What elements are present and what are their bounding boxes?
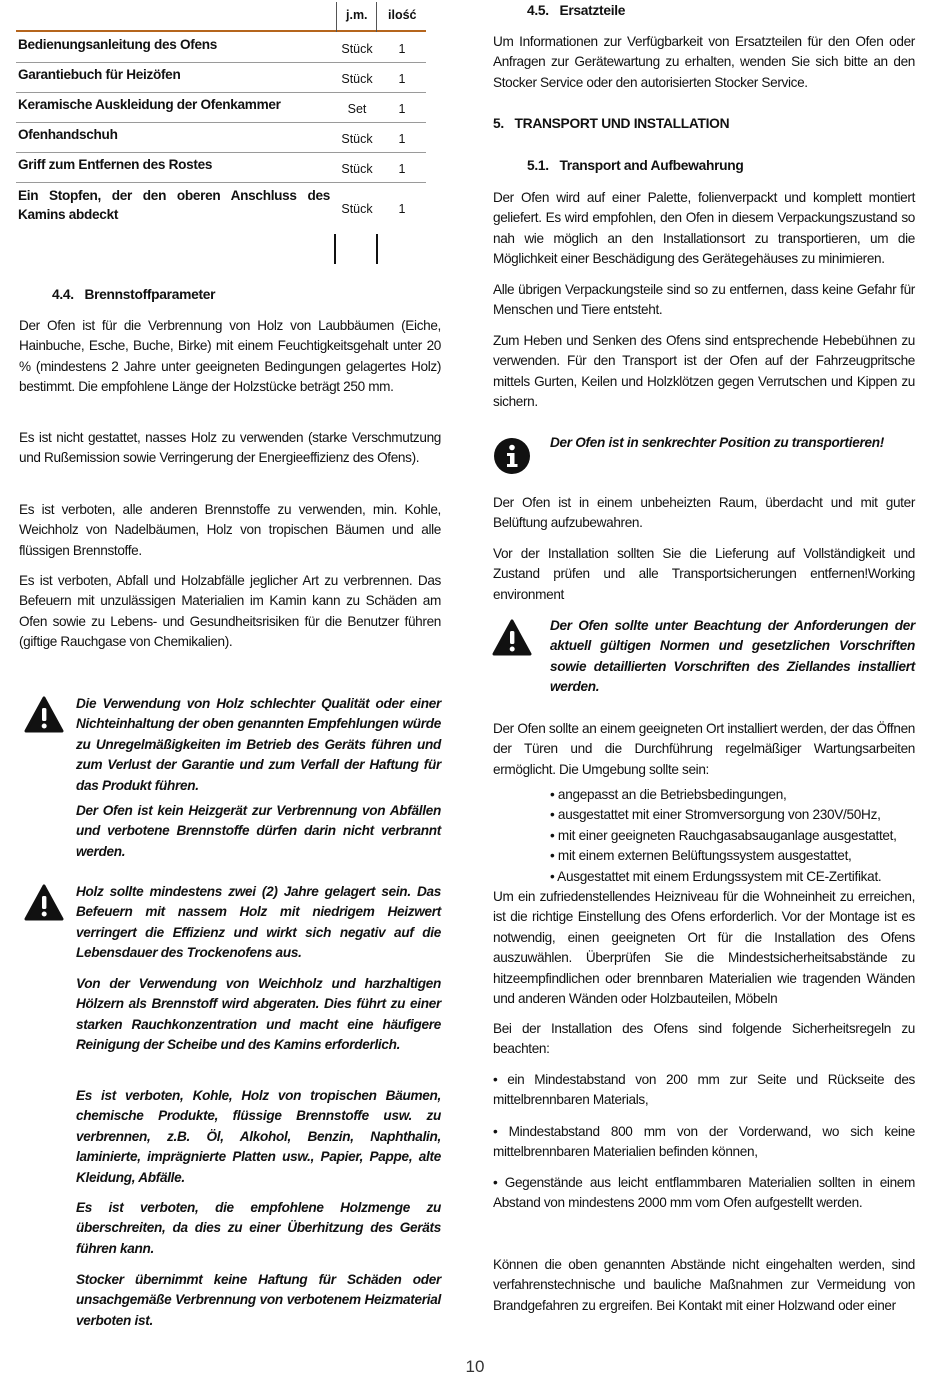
warning-text: Der Ofen ist kein Heizgerät zur Verbrennung von Abfällen und verbotene Brennstoffe dürfen darin nicht verbrannt werden. <box>76 803 441 859</box>
list-item: • mit einem externen Belüftungssystem ausgestattet, <box>550 848 852 864</box>
page-number: 10 <box>465 1357 485 1376</box>
paragraph: Vor der Installation sollten Sie die Lieferung auf Vollständigkeit und Zustand prüfen und alle Transportsicherungen entfernen!Working environment <box>493 546 915 602</box>
paragraph: Es ist verboten, Abfall und Holzabfälle jeglicher Art zu verbrennen. Das Befeuern mit unzulässigen Materialien im Kamin kann zu Schäden am Ofen sowie zu Lebens- und Gesundheitsrisiken für die Benutzer führen (giftige Rauchgase von Chemikalien). <box>19 573 441 650</box>
warning-text: Die Verwendung von Holz schlechter Qualität oder einer Nichteinhaltung der oben genannten Empfehlungen würde zu Unregelmäßigkeiten im Betrieb des Geräts führen und zum Verlust der Garantie und zum Verfall der Haftung für das Produkt führen. <box>76 696 441 793</box>
row-unit: Stück <box>341 132 373 146</box>
paragraph: Der Ofen ist in einem unbeheizten Raum, überdacht und mit guter Belüftung aufzubewahren. <box>493 495 915 531</box>
paragraph: Der Ofen ist für die Verbrennung von Holz von Laubbäumen (Eiche, Hainbuche, Esche, Buche, Birke) mit einem Feuchtigkeitsgehalt unter 20 % (mindestens 2 Jahre unter geeigneten Bedingungen gelagertes Holz) bestimmt. Die empfohlene Länge der Holzstücke beträgt 250 mm. <box>19 318 441 395</box>
info-text: Der Ofen ist in senkrechter Position zu transportieren! <box>550 435 884 450</box>
list-item: • mit einer geeigneten Rauchgasabsauganlage ausgestattet, <box>550 827 897 843</box>
row-qty: 1 <box>398 132 406 146</box>
section-5-1-heading <box>527 158 744 173</box>
row-name: Garantiebuch für Heizöfen <box>18 67 181 82</box>
paragraph: Der Ofen wird auf einer Palette, folienverpackt und komplett montiert geliefert. Es wird empfohlen, den Ofen in diesem Verpackungszustand so nah wie möglich an den Installationsort zu transportieren, um die Möglichkeit einer Beschädigung des Gerätegehäuses zu minimieren. <box>493 190 915 267</box>
table-row <box>16 182 426 234</box>
paragraph: • ein Mindestabstand von 200 mm zur Seite und Rückseite des mittelbrennbaren Materials, <box>493 1072 915 1108</box>
section-5-heading <box>493 116 729 131</box>
warning-text: Stocker übernimmt keine Haftung für Schäden oder unsachgemäße Verbrennung von verbotenem Heizmaterial verboten ist. <box>76 1272 441 1328</box>
table-row <box>16 32 426 63</box>
row-unit: Stück <box>341 42 373 56</box>
section-4-5-heading <box>527 3 625 18</box>
row-unit: Stück <box>341 202 373 216</box>
section-number: 5. <box>493 116 504 131</box>
section-number: 4.5. <box>527 3 549 18</box>
paragraph: Um Informationen zur Verfügbarkeit von Ersatzteilen für den Ofen oder Anfragen zur Gerätewartung zu erhalten, wenden Sie sich bitte an den Stocker Service oder den autorisierten Stocker Service. <box>493 34 915 90</box>
table-header-unit: j.m. <box>346 8 368 22</box>
section-number: 4.4. <box>52 287 74 302</box>
paragraph: Der Ofen sollte an einem geeigneten Ort installiert werden, der das Öffnen der Türen und die Durchführung regelmäßiger Wartungsarbeiten ermöglicht. Die Umgebung sollte sein: <box>493 721 915 777</box>
section-title: Brennstoffparameter <box>84 287 216 302</box>
list-item: • angepasst an die Betriebsbedingungen, <box>550 787 787 802</box>
row-name: Bedienungsanleitung des Ofens <box>18 37 218 52</box>
paragraph: Es ist nicht gestattet, nasses Holz zu verwenden (starke Verschmutzung und Rußemission sowie Verringerung der Energieeffizienz des Ofens). <box>19 430 441 466</box>
warning-icon <box>24 695 64 735</box>
row-unit: Stück <box>341 72 373 86</box>
warning-icon <box>24 883 64 923</box>
warning-text: Es ist verboten, Kohle, Holz von tropischen Bäumen, chemische Produkte, flüssige Brennstoffe usw. zu verbrennen, z.B. Öl, Alkohol, Benzin, Naphthalin, laminierte, imprägnierte Platten usw., Papier, Pappe, alte Kleidung, Abfälle. <box>76 1088 441 1185</box>
section-4-4-heading <box>52 287 215 302</box>
table-col-divider <box>376 2 377 32</box>
section-number: 5.1. <box>527 158 549 173</box>
paragraph: Es ist verboten, alle anderen Brennstoffe zu verwenden, min. Kohle, Weichholz von Nadelbäumen, Holz von tropischen Bäumen und alle flüssigen Brennstoffe. <box>19 502 441 558</box>
row-name: Griff zum Entfernen des Rostes <box>18 157 213 172</box>
list-item: • ausgestattet mit einer Stromversorgung von 230V/50Hz, <box>550 807 881 823</box>
section-title: TRANSPORT UND INSTALLATION <box>514 116 730 131</box>
paragraph: Können die oben genannten Abstände nicht eingehalten werden, sind verfahrenstechnische und bauliche Maßnahmen zur Vermeidung von Brandgefahren zu ergreifen. Bei Kontakt mit einer Holzwand oder einer <box>493 1257 915 1313</box>
row-qty: 1 <box>398 202 406 216</box>
row-qty: 1 <box>398 42 406 56</box>
paragraph: Alle übrigen Verpackungsteile sind so zu entfernen, dass keine Gefahr für Menschen und Tiere entsteht. <box>493 282 915 318</box>
section-title: Transport and Aufbewahrung <box>559 158 744 173</box>
paragraph: • Gegenstände aus leicht entflammbaren Materialien sollten in einem Abstand von mindestens 2000 mm vom Ofen aufgestellt werden. <box>493 1175 915 1211</box>
table-col-divider <box>334 234 336 264</box>
warning-icon <box>492 618 532 658</box>
table-row <box>16 152 426 183</box>
info-icon <box>492 436 532 476</box>
list-item: • Ausgestattet mit einem Erdungssystem mit CE-Zertifikat. <box>550 868 882 884</box>
table-row <box>16 62 426 93</box>
section-title: Ersatzteile <box>559 3 626 18</box>
warning-text: Holz sollte mindestens zwei (2) Jahre gelagert sein. Das Befeuern mit nassem Holz mit niedrigem Heizwert verringert die Effizienz und wirkt sich negativ auf die Lebensdauer des Trockenofens aus. <box>76 884 441 961</box>
requirements-list <box>550 785 915 887</box>
row-name: Ofenhandschuh <box>18 127 118 142</box>
table-row <box>16 92 426 123</box>
row-qty: 1 <box>398 72 406 86</box>
row-qty: 1 <box>398 102 406 116</box>
row-unit: Stück <box>341 162 373 176</box>
row-qty: 1 <box>398 162 406 176</box>
table-row <box>16 122 426 153</box>
warning-text: Es ist verboten, die empfohlene Holzmenge zu überschreiten, da dies zu einer Überhitzung des Geräts führen kann. <box>76 1200 441 1256</box>
table-header-qty: ilość <box>388 8 417 22</box>
table-col-divider <box>336 2 337 32</box>
paragraph: Um ein zufriedenstellendes Heizniveau für die Wohneinheit zu erreichen, ist die richtige Einstellung des Ofens erforderlich. Vor der Montage ist es notwendig, einen geeigneten Ort für die Installation des Ofens auszuwählen. Überprüfen Sie die Mindestsicherheitsabstände zu hitzeempfindlichen oder brennbaren Materialien wie tragenden Wänden und anderen Wänden oder Holzbauteilen, Möbeln <box>493 889 915 1007</box>
paragraph: Zum Heben und Senken des Ofens sind entsprechende Hebebühnen zu verwenden. Für den Transport ist der Ofen auf der Fahrzeugpritsche mittels Gurten, Keilen und Holzklötzen gegen Verrutschen und Kippen zu sichern. <box>493 333 915 410</box>
row-name: Ein Stopfen, der den oberen Anschluss des Kamins abdeckt <box>18 188 330 222</box>
row-name: Keramische Auskleidung der Ofenkammer <box>18 97 281 112</box>
paragraph: • Mindestabstand 800 mm von der Vorderwand, wo sich keine mittelbrennbaren Materialien befinden können, <box>493 1124 915 1160</box>
row-unit: Set <box>347 102 367 116</box>
table-col-divider <box>376 234 378 264</box>
warning-text: Von der Verwendung von Weichholz und harzhaltigen Hölzern als Brennstoff wird abgeraten. Dies führt zu einer starken Rauchkonzentration und macht eine häufigere Reinigung der Scheibe und des Kamins erforderlich. <box>76 976 441 1053</box>
paragraph: Bei der Installation des Ofens sind folgende Sicherheitsregeln zu beachten: <box>493 1021 915 1057</box>
warning-text: Der Ofen sollte unter Beachtung der Anforderungen der aktuell gültigen Normen und gesetzlichen Vorschriften sowie detaillierten Vorschriften des Ziellandes installiert werden. <box>550 618 915 695</box>
